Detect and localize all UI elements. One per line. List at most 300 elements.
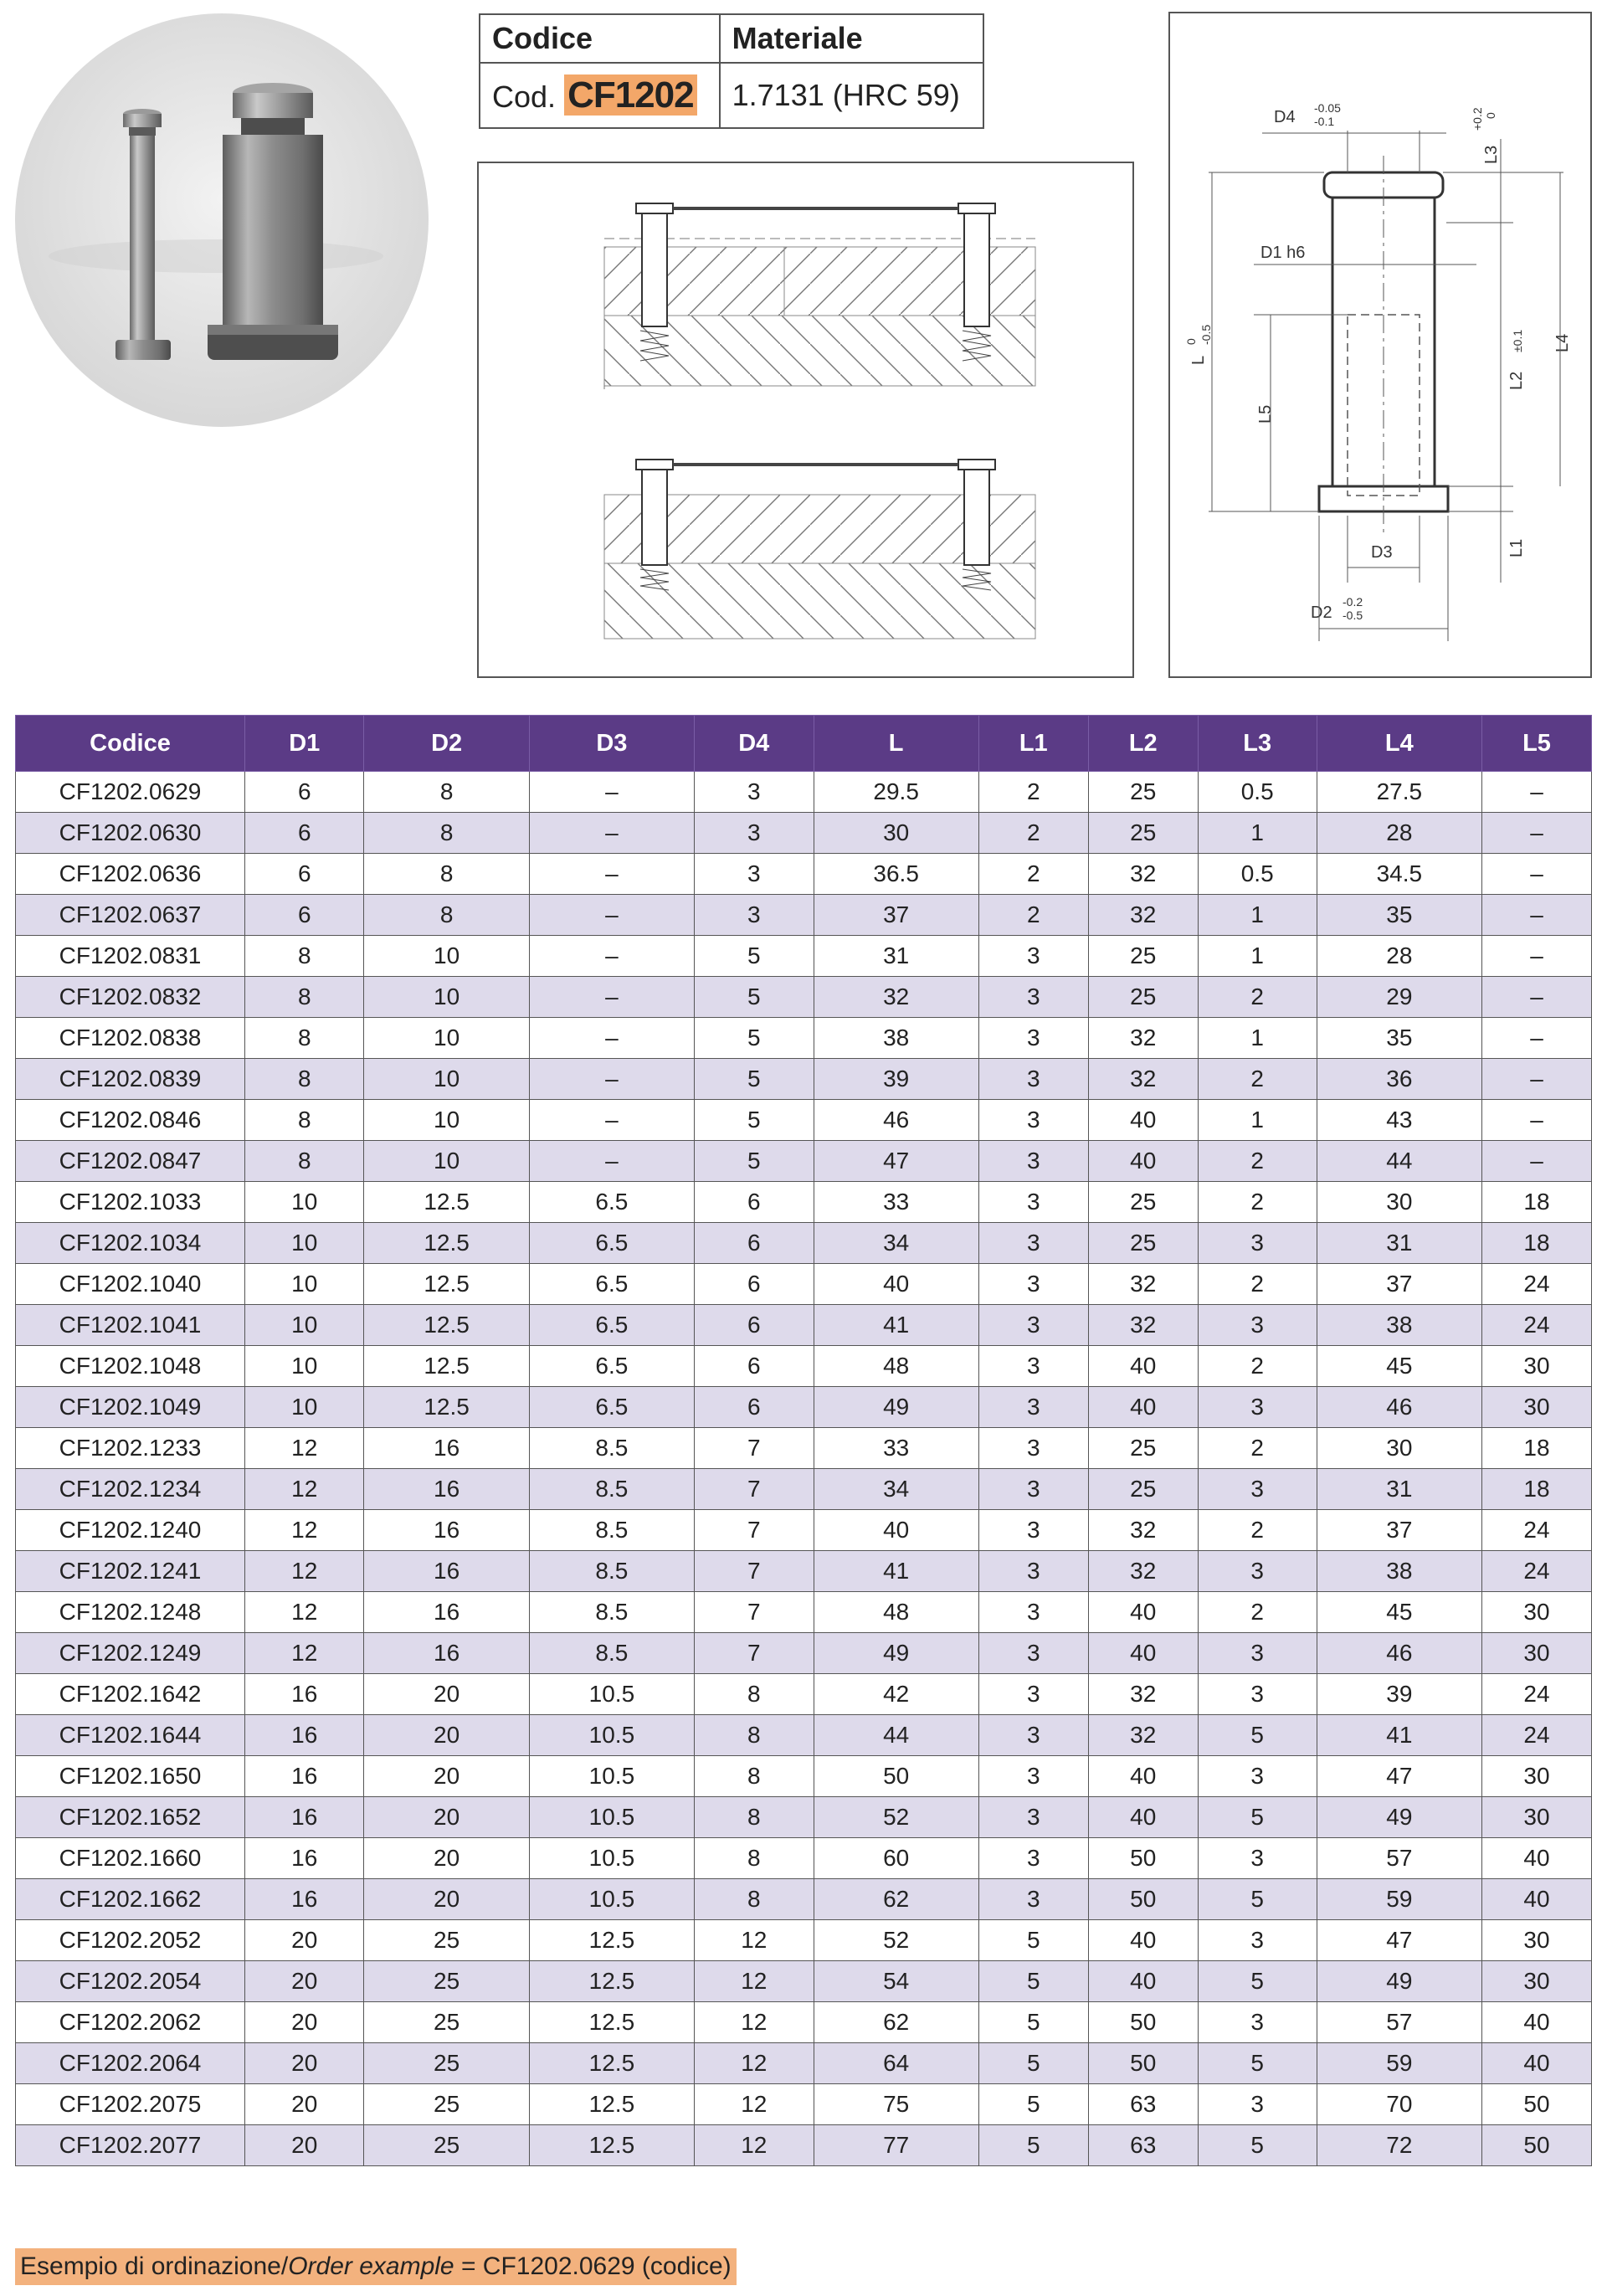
- value-cell: 24: [1481, 1715, 1591, 1756]
- value-cell: 50: [1088, 1838, 1198, 1879]
- value-cell: 30: [1481, 1920, 1591, 1961]
- value-cell: 5: [695, 1059, 814, 1100]
- value-cell: 50: [1088, 2002, 1198, 2043]
- d2-tol-up: -0.2: [1343, 595, 1363, 609]
- code-cell: CF1202.1041: [16, 1305, 245, 1346]
- table-row: [16, 1305, 1592, 1346]
- value-cell: 5: [695, 936, 814, 977]
- table-row: [16, 1387, 1592, 1428]
- table-row: [16, 1838, 1592, 1879]
- value-cell: 40: [1481, 1838, 1591, 1879]
- value-cell: 30: [1481, 1797, 1591, 1838]
- code-cell: CF1202.0630: [16, 813, 245, 854]
- value-cell: 35: [1317, 1018, 1481, 1059]
- value-cell: 8: [364, 813, 529, 854]
- value-cell: 49: [814, 1633, 978, 1674]
- value-cell: 18: [1481, 1469, 1591, 1510]
- code-value: CF1202: [564, 74, 697, 116]
- value-cell: 30: [1481, 1961, 1591, 2002]
- value-cell: –: [1481, 977, 1591, 1018]
- value-cell: 12.5: [529, 2125, 694, 2166]
- value-cell: 3: [1198, 1305, 1317, 1346]
- value-cell: 24: [1481, 1305, 1591, 1346]
- order-example-label: Esempio di ordinazione/: [20, 2252, 289, 2280]
- assembly-bottom: [604, 460, 1035, 639]
- value-cell: 6: [695, 1264, 814, 1305]
- value-cell: 6: [695, 1182, 814, 1223]
- value-cell: 38: [1317, 1305, 1481, 1346]
- d2-label: D2: [1311, 604, 1332, 622]
- value-cell: 3: [978, 1100, 1088, 1141]
- value-cell: 2: [1198, 1510, 1317, 1551]
- value-cell: 3: [1198, 1223, 1317, 1264]
- value-cell: 2: [1198, 1264, 1317, 1305]
- col-header: Codice: [16, 716, 245, 772]
- value-cell: 3: [695, 813, 814, 854]
- table-row: [16, 2043, 1592, 2084]
- d3-label: D3: [1371, 543, 1393, 562]
- value-cell: 25: [1088, 772, 1198, 813]
- value-cell: 40: [1088, 1756, 1198, 1797]
- assembly-top: [604, 203, 1035, 389]
- value-cell: 48: [814, 1592, 978, 1633]
- code-cell: CF1202.1233: [16, 1428, 245, 1469]
- value-cell: 20: [364, 1715, 529, 1756]
- value-cell: 36: [1317, 1059, 1481, 1100]
- d1-label: D1 h6: [1260, 244, 1306, 262]
- value-cell: 12.5: [364, 1305, 529, 1346]
- value-cell: 3: [978, 1346, 1088, 1387]
- code-cell: CF1202.1234: [16, 1469, 245, 1510]
- value-cell: 10: [364, 936, 529, 977]
- value-cell: 16: [364, 1592, 529, 1633]
- table-row: [16, 1961, 1592, 2002]
- value-cell: 3: [978, 1223, 1088, 1264]
- value-cell: 6.5: [529, 1264, 694, 1305]
- value-cell: 2: [978, 772, 1088, 813]
- value-cell: 8: [695, 1838, 814, 1879]
- value-cell: 24: [1481, 1510, 1591, 1551]
- value-cell: 3: [1198, 1756, 1317, 1797]
- value-cell: 8: [245, 1059, 364, 1100]
- d4-tol-up: -0.05: [1314, 101, 1341, 115]
- table-row: [16, 2002, 1592, 2043]
- value-cell: 2: [978, 813, 1088, 854]
- code-cell: CF1202.0838: [16, 1018, 245, 1059]
- value-cell: 6.5: [529, 1305, 694, 1346]
- value-cell: 18: [1481, 1223, 1591, 1264]
- value-cell: 8: [364, 895, 529, 936]
- value-cell: 12.5: [364, 1223, 529, 1264]
- value-cell: –: [529, 772, 694, 813]
- value-cell: 25: [1088, 1469, 1198, 1510]
- value-cell: 1: [1198, 1018, 1317, 1059]
- value-cell: 32: [1088, 854, 1198, 895]
- code-cell: CF1202.0846: [16, 1100, 245, 1141]
- value-cell: 59: [1317, 2043, 1481, 2084]
- value-cell: 40: [1088, 1961, 1198, 2002]
- col-header: L5: [1481, 716, 1591, 772]
- value-cell: 50: [1088, 1879, 1198, 1920]
- table-row: [16, 1428, 1592, 1469]
- value-cell: 16: [364, 1551, 529, 1592]
- value-cell: 59: [1317, 1879, 1481, 1920]
- value-cell: 3: [978, 1264, 1088, 1305]
- value-cell: 36.5: [814, 854, 978, 895]
- value-cell: –: [1481, 854, 1591, 895]
- value-cell: 24: [1481, 1674, 1591, 1715]
- value-cell: 57: [1317, 1838, 1481, 1879]
- value-cell: 3: [978, 1592, 1088, 1633]
- value-cell: 10: [245, 1387, 364, 1428]
- value-cell: 40: [1088, 1346, 1198, 1387]
- value-cell: 5: [978, 1920, 1088, 1961]
- value-cell: 5: [1198, 1715, 1317, 1756]
- value-cell: 16: [364, 1633, 529, 1674]
- value-cell: 35: [1317, 895, 1481, 936]
- table-row: [16, 1551, 1592, 1592]
- value-cell: 3: [978, 1141, 1088, 1182]
- value-cell: 3: [978, 1633, 1088, 1674]
- table-row: [16, 2125, 1592, 2166]
- table-row: [16, 2084, 1592, 2125]
- value-cell: –: [529, 1018, 694, 1059]
- l3-tol-up: +0.2: [1471, 107, 1484, 131]
- value-cell: 40: [1088, 1920, 1198, 1961]
- code-cell: CF1202.0629: [16, 772, 245, 813]
- value-cell: 8.5: [529, 1428, 694, 1469]
- value-cell: 41: [1317, 1715, 1481, 1756]
- value-cell: –: [529, 977, 694, 1018]
- value-cell: 30: [814, 813, 978, 854]
- value-cell: 3: [1198, 1387, 1317, 1428]
- value-cell: 77: [814, 2125, 978, 2166]
- value-cell: 5: [1198, 1879, 1317, 1920]
- value-cell: 3: [978, 1879, 1088, 1920]
- value-cell: 62: [814, 1879, 978, 1920]
- value-cell: 3: [978, 1715, 1088, 1756]
- value-cell: 44: [1317, 1141, 1481, 1182]
- table-row: [16, 977, 1592, 1018]
- value-cell: 39: [1317, 1674, 1481, 1715]
- value-cell: 7: [695, 1510, 814, 1551]
- value-cell: 16: [245, 1715, 364, 1756]
- value-cell: 25: [364, 2043, 529, 2084]
- value-cell: 46: [814, 1100, 978, 1141]
- value-cell: 40: [1088, 1141, 1198, 1182]
- value-cell: 3: [1198, 1920, 1317, 1961]
- value-cell: 40: [1088, 1633, 1198, 1674]
- value-cell: 3: [978, 1469, 1088, 1510]
- value-cell: 70: [1317, 2084, 1481, 2125]
- value-cell: 62: [814, 2002, 978, 2043]
- value-cell: 16: [364, 1428, 529, 1469]
- l2-label: L2: [1507, 371, 1526, 390]
- value-cell: 3: [978, 1387, 1088, 1428]
- value-cell: 18: [1481, 1182, 1591, 1223]
- table-row: [16, 1141, 1592, 1182]
- table-row: [16, 1264, 1592, 1305]
- value-cell: 25: [1088, 1428, 1198, 1469]
- code-cell: CF1202.0847: [16, 1141, 245, 1182]
- value-cell: –: [529, 854, 694, 895]
- code-cell: CF1202.1248: [16, 1592, 245, 1633]
- value-cell: 6: [695, 1387, 814, 1428]
- value-cell: 33: [814, 1428, 978, 1469]
- d2-tol-low: -0.5: [1343, 609, 1363, 622]
- value-cell: 30: [1481, 1756, 1591, 1797]
- value-cell: 2: [978, 854, 1088, 895]
- value-cell: 10.5: [529, 1715, 694, 1756]
- col-header: D2: [364, 716, 529, 772]
- value-cell: 1: [1198, 1100, 1317, 1141]
- order-example-label-en: Order example: [288, 2252, 454, 2280]
- value-cell: –: [1481, 895, 1591, 936]
- value-cell: 16: [364, 1510, 529, 1551]
- value-cell: 12: [695, 2043, 814, 2084]
- value-cell: –: [1481, 813, 1591, 854]
- value-cell: 40: [1481, 2043, 1591, 2084]
- value-cell: 20: [245, 1961, 364, 2002]
- value-cell: 64: [814, 2043, 978, 2084]
- value-cell: 7: [695, 1469, 814, 1510]
- value-cell: 12: [245, 1551, 364, 1592]
- value-cell: 5: [978, 2002, 1088, 2043]
- value-cell: 40: [1088, 1387, 1198, 1428]
- value-cell: 3: [1198, 2084, 1317, 2125]
- value-cell: 25: [364, 1961, 529, 2002]
- value-cell: 12: [245, 1469, 364, 1510]
- code-cell: CF1202.1034: [16, 1223, 245, 1264]
- value-cell: 10: [364, 1141, 529, 1182]
- value-cell: 32: [814, 977, 978, 1018]
- application-drawing: [477, 162, 1134, 678]
- value-cell: 12: [695, 2002, 814, 2043]
- value-cell: 10.5: [529, 1838, 694, 1879]
- value-cell: 12.5: [529, 1961, 694, 2002]
- value-cell: 6.5: [529, 1346, 694, 1387]
- table-row: [16, 772, 1592, 813]
- value-cell: 24: [1481, 1264, 1591, 1305]
- table-row: [16, 1920, 1592, 1961]
- value-cell: 3: [978, 1551, 1088, 1592]
- value-cell: 2: [1198, 977, 1317, 1018]
- col-header: L2: [1088, 716, 1198, 772]
- value-cell: 3: [978, 1059, 1088, 1100]
- value-cell: 6.5: [529, 1223, 694, 1264]
- value-cell: –: [529, 1141, 694, 1182]
- value-cell: 25: [1088, 1223, 1198, 1264]
- code-cell: CF1202.0636: [16, 854, 245, 895]
- col-header: D4: [695, 716, 814, 772]
- value-cell: 3: [978, 1797, 1088, 1838]
- dimension-drawing: [1168, 12, 1592, 678]
- value-cell: 18: [1481, 1428, 1591, 1469]
- code-cell: [480, 63, 720, 128]
- value-cell: 8: [245, 977, 364, 1018]
- value-cell: 12: [695, 1961, 814, 2002]
- value-cell: 6: [245, 854, 364, 895]
- value-cell: 25: [1088, 1182, 1198, 1223]
- value-cell: 3: [978, 1182, 1088, 1223]
- value-cell: 49: [1317, 1961, 1481, 2002]
- value-cell: –: [529, 895, 694, 936]
- value-cell: 0.5: [1198, 854, 1317, 895]
- value-cell: 52: [814, 1920, 978, 1961]
- table-row: [16, 936, 1592, 977]
- value-cell: 8: [695, 1674, 814, 1715]
- table-row: [16, 854, 1592, 895]
- value-cell: 2: [978, 895, 1088, 936]
- code-cell: CF1202.2064: [16, 2043, 245, 2084]
- value-cell: 3: [978, 977, 1088, 1018]
- value-cell: 10.5: [529, 1674, 694, 1715]
- value-cell: 28: [1317, 813, 1481, 854]
- value-cell: 10: [245, 1223, 364, 1264]
- value-cell: 7: [695, 1551, 814, 1592]
- value-cell: 1: [1198, 936, 1317, 977]
- code-cell: CF1202.0831: [16, 936, 245, 977]
- value-cell: 41: [814, 1305, 978, 1346]
- value-cell: 8: [695, 1797, 814, 1838]
- value-cell: 32: [1088, 895, 1198, 936]
- value-cell: 12: [245, 1633, 364, 1674]
- value-cell: 16: [245, 1674, 364, 1715]
- value-cell: 20: [364, 1756, 529, 1797]
- value-cell: 29: [1317, 977, 1481, 1018]
- value-cell: –: [1481, 1141, 1591, 1182]
- code-cell: CF1202.1650: [16, 1756, 245, 1797]
- value-cell: 12: [695, 1920, 814, 1961]
- value-cell: 3: [978, 936, 1088, 977]
- l2-tol: ±0.1: [1511, 329, 1524, 352]
- col-header: L1: [978, 716, 1088, 772]
- value-cell: 3: [978, 1674, 1088, 1715]
- value-cell: 25: [1088, 936, 1198, 977]
- order-example: [15, 2248, 737, 2285]
- value-cell: 75: [814, 2084, 978, 2125]
- value-cell: 3: [695, 772, 814, 813]
- value-cell: 37: [814, 895, 978, 936]
- value-cell: 50: [1088, 2043, 1198, 2084]
- value-cell: 63: [1088, 2125, 1198, 2166]
- table-row: [16, 1756, 1592, 1797]
- value-cell: 8: [245, 1100, 364, 1141]
- code-prefix: Cod.: [492, 80, 557, 114]
- l1-label: L1: [1507, 538, 1526, 557]
- code-cell: CF1202.2077: [16, 2125, 245, 2166]
- value-cell: 32: [1088, 1059, 1198, 1100]
- value-cell: 25: [1088, 813, 1198, 854]
- value-cell: 50: [1481, 2125, 1591, 2166]
- value-cell: 12: [695, 2125, 814, 2166]
- value-cell: 63: [1088, 2084, 1198, 2125]
- value-cell: 12.5: [529, 2084, 694, 2125]
- value-cell: 8: [695, 1756, 814, 1797]
- value-cell: 40: [1088, 1100, 1198, 1141]
- value-cell: 3: [978, 1305, 1088, 1346]
- value-cell: 40: [1481, 1879, 1591, 1920]
- d4-tol-low: -0.1: [1314, 115, 1335, 128]
- value-cell: 10: [364, 1100, 529, 1141]
- col-header: D3: [529, 716, 694, 772]
- value-cell: 3: [1198, 2002, 1317, 2043]
- value-cell: 37: [1317, 1510, 1481, 1551]
- code-cell: CF1202.2052: [16, 1920, 245, 1961]
- value-cell: 2: [1198, 1141, 1317, 1182]
- col-header: L3: [1198, 716, 1317, 772]
- value-cell: 32: [1088, 1305, 1198, 1346]
- col-header: D1: [245, 716, 364, 772]
- table-body: [16, 772, 1592, 2166]
- value-cell: 20: [245, 2125, 364, 2166]
- col-header: L4: [1317, 716, 1481, 772]
- value-cell: 3: [978, 1428, 1088, 1469]
- value-cell: 5: [978, 2125, 1088, 2166]
- value-cell: 20: [364, 1797, 529, 1838]
- value-cell: 20: [364, 1674, 529, 1715]
- value-cell: 10: [245, 1264, 364, 1305]
- value-cell: 32: [1088, 1674, 1198, 1715]
- value-cell: 5: [1198, 2125, 1317, 2166]
- value-cell: 2: [1198, 1428, 1317, 1469]
- value-cell: 50: [814, 1756, 978, 1797]
- value-cell: 31: [814, 936, 978, 977]
- value-cell: 44: [814, 1715, 978, 1756]
- value-cell: 16: [364, 1469, 529, 1510]
- value-cell: 8: [364, 772, 529, 813]
- value-cell: 8: [245, 1141, 364, 1182]
- value-cell: 34: [814, 1469, 978, 1510]
- value-cell: 10.5: [529, 1756, 694, 1797]
- value-cell: 12.5: [529, 2002, 694, 2043]
- table-row: [16, 1223, 1592, 1264]
- code-material-table: [479, 13, 984, 129]
- value-cell: 6: [695, 1305, 814, 1346]
- value-cell: 8.5: [529, 1510, 694, 1551]
- value-cell: 20: [364, 1838, 529, 1879]
- value-cell: 8.5: [529, 1592, 694, 1633]
- value-cell: 42: [814, 1674, 978, 1715]
- product-photo: [15, 13, 429, 427]
- value-cell: 25: [364, 2125, 529, 2166]
- value-cell: 10: [364, 1059, 529, 1100]
- value-cell: 6: [695, 1223, 814, 1264]
- value-cell: 32: [1088, 1551, 1198, 1592]
- value-cell: 7: [695, 1592, 814, 1633]
- code-cell: CF1202.1249: [16, 1633, 245, 1674]
- value-cell: 12.5: [529, 2043, 694, 2084]
- value-cell: 5: [695, 1141, 814, 1182]
- value-cell: 12: [245, 1428, 364, 1469]
- value-cell: 28: [1317, 936, 1481, 977]
- value-cell: 30: [1481, 1346, 1591, 1387]
- value-cell: 31: [1317, 1469, 1481, 1510]
- value-cell: 5: [1198, 1797, 1317, 1838]
- value-cell: 8: [245, 936, 364, 977]
- value-cell: 12: [245, 1592, 364, 1633]
- value-cell: 40: [814, 1264, 978, 1305]
- value-cell: 8: [695, 1879, 814, 1920]
- value-cell: 12.5: [364, 1264, 529, 1305]
- value-cell: 32: [1088, 1715, 1198, 1756]
- value-cell: –: [1481, 1100, 1591, 1141]
- value-cell: 12: [695, 2084, 814, 2125]
- value-cell: 3: [978, 1838, 1088, 1879]
- value-cell: 30: [1481, 1387, 1591, 1428]
- value-cell: –: [1481, 1018, 1591, 1059]
- l-label: L: [1189, 355, 1208, 365]
